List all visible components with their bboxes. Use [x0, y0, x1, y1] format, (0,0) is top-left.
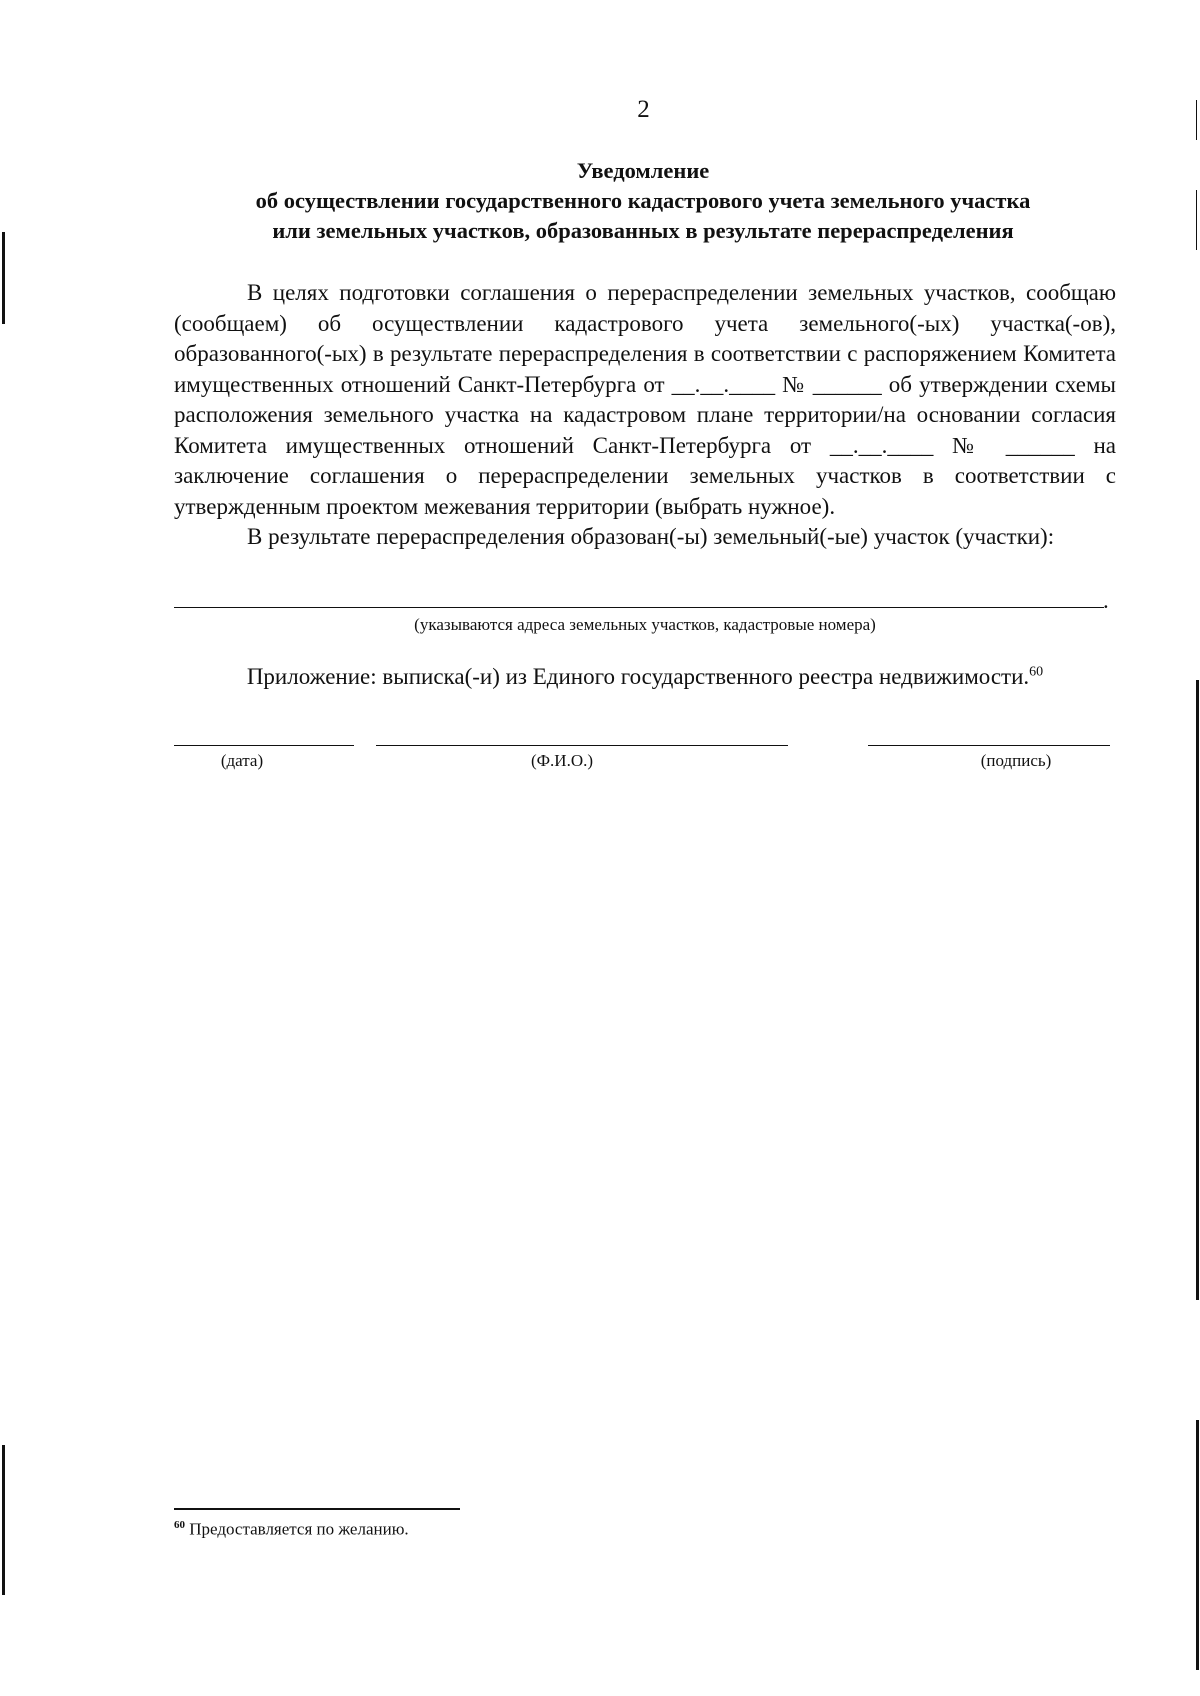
document-body — [174, 278, 1116, 553]
appendix — [174, 664, 1116, 690]
scan-edge-mark — [1196, 1420, 1199, 1670]
scan-edge-mark — [1196, 680, 1199, 1300]
result-caption: (указываются адреса земельных участков, кадастровые номера) — [414, 615, 876, 634]
body-paragraph-1: В целях подготовки соглашения о перераспределении земельных участков, сообщаю (сообщаем) об осуществлении кадастрового учета земельного(-ых) участка(-ов), образованного(-ых) в результате перераспределения в соответствии с распоряжением Комитета имущественных отношений Санкт-Петербурга от __.__.____ № ______ об утверждении схемы расположения земельного участка на кадастровом плане территории/на основании согласия Комитета имущественных отношений Санкт-Петербурга от __.__.____ № ______ на заключение соглашения о перераспределении земельных участков в соответствии с утвержденным проектом межевания территории (выбрать нужное). — [174, 280, 1116, 519]
name-signature-line — [376, 745, 788, 746]
title-line-1: Уведомление — [576, 158, 710, 183]
date-caption: (дата) — [220, 751, 264, 770]
result-line-end: . — [1103, 588, 1109, 613]
title-line-3: или земельных участков, образованных в результате перераспределения — [272, 218, 1014, 243]
footnote-text: Предоставляется по желанию. — [189, 1519, 409, 1539]
appendix-footnote-ref: 60 — [1029, 664, 1044, 680]
result-fill-line — [174, 607, 1104, 608]
signature-caption: (подпись) — [980, 751, 1052, 770]
signature-line — [868, 745, 1110, 746]
scan-edge-mark — [2, 1445, 5, 1595]
page-number: 2 — [637, 96, 650, 123]
body-paragraph-2: В результате перераспределения образован(-ы) земельный(-ые) участок (участки): — [247, 524, 1055, 549]
footnote — [174, 1519, 409, 1540]
scan-edge-mark — [2, 232, 5, 324]
title-line-2: об осуществлении государственного кадастрового учета земельного участка — [255, 188, 1031, 213]
name-caption: (Ф.И.О.) — [530, 751, 594, 770]
date-signature-line — [174, 745, 354, 746]
scan-edge-mark — [1196, 100, 1197, 140]
scan-edge-mark — [1196, 190, 1197, 250]
footnote-rule — [174, 1508, 460, 1510]
footnote-number: 60 — [174, 1519, 185, 1531]
document-title — [170, 156, 1116, 246]
appendix-text: Приложение: выписка(-и) из Единого государственного реестра недвижимости. — [246, 664, 1030, 689]
